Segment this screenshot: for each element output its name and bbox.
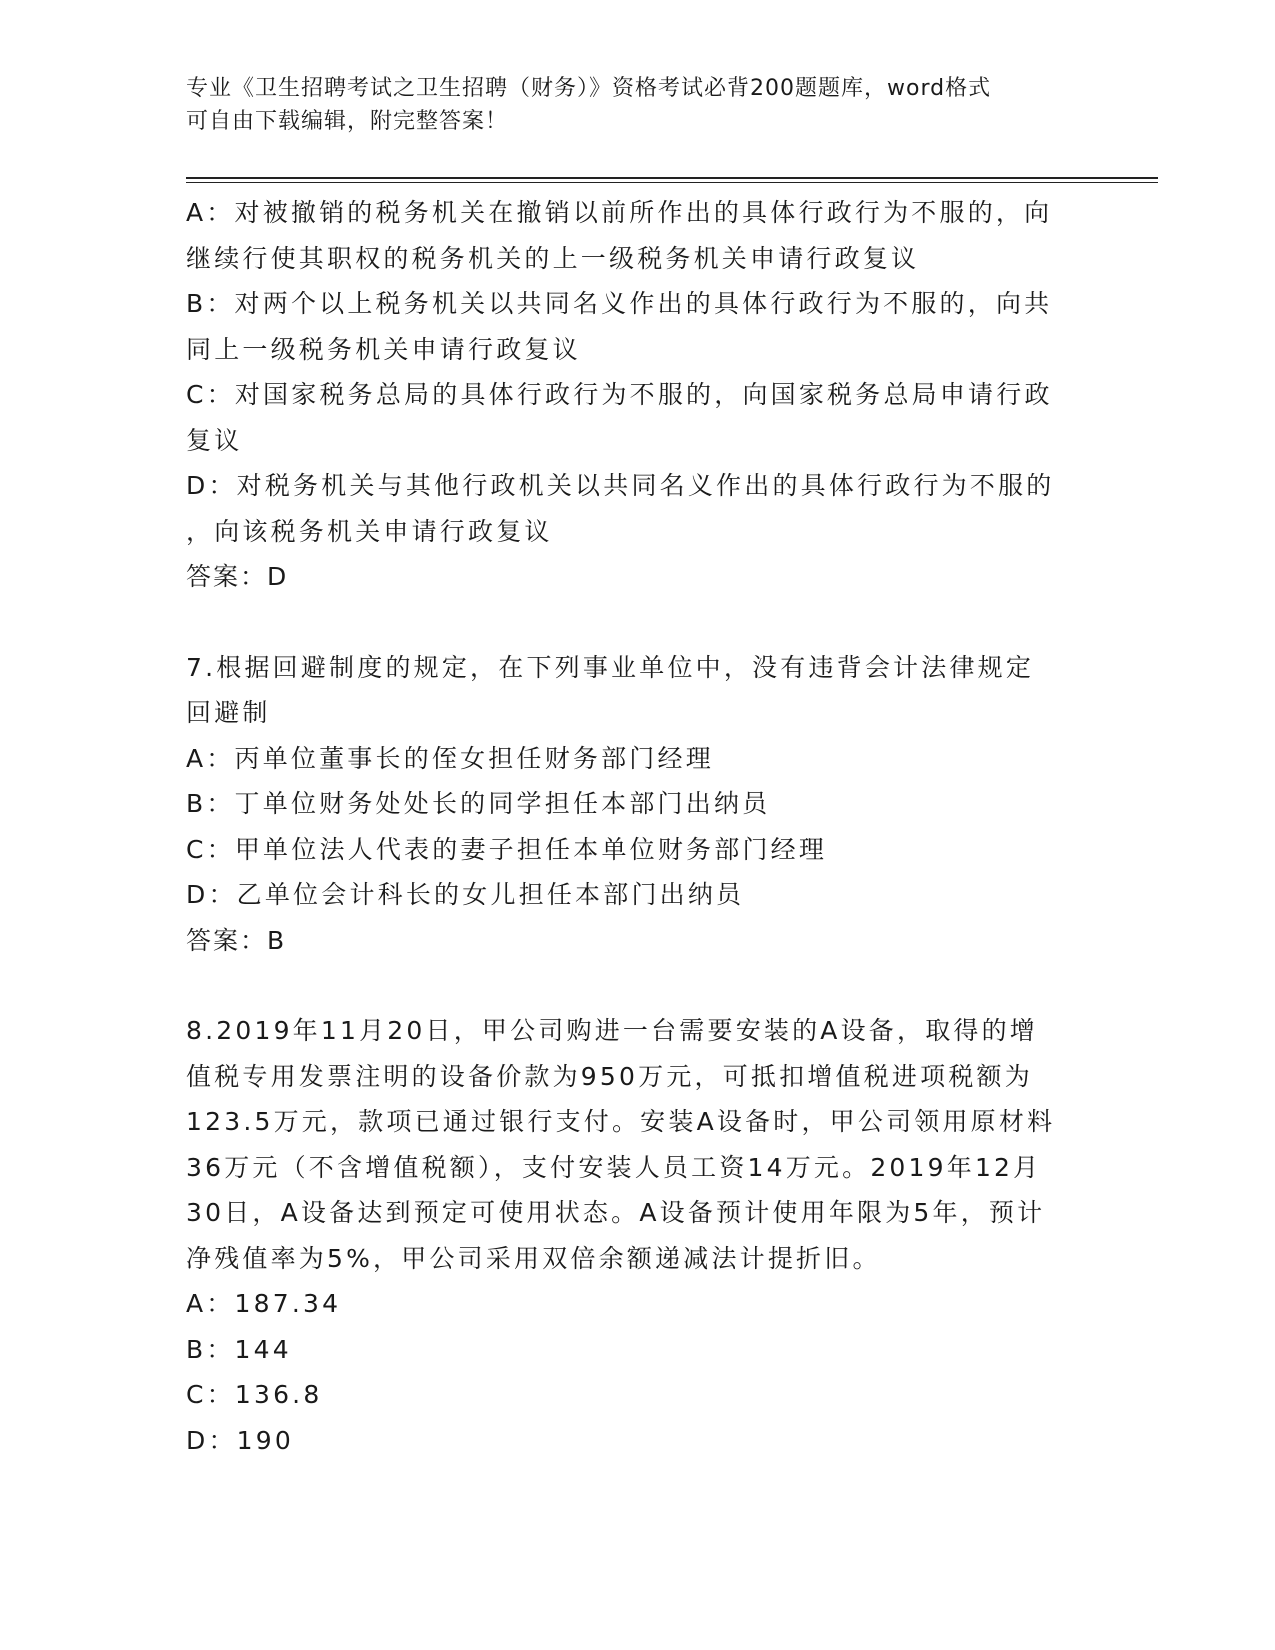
document-body: [186, 190, 1086, 1463]
q6-option-c-line-1: C：对国家税务总局的具体行政行为不服的，向国家税务总局申请行政: [186, 380, 1053, 409]
q8-stem-line-4: 36万元（不含增值税额），支付安装人员工资14万元。2019年12月: [186, 1152, 1042, 1182]
q6-option-b-line-2: 同上一级税务机关申请行政复议: [186, 334, 581, 364]
spacer: [186, 963, 1086, 1008]
q7-stem-line-2: 回避制: [186, 698, 271, 727]
q8-option-c: C：136.8: [186, 1380, 323, 1409]
q8-option-a: A：187.34: [186, 1289, 342, 1318]
q7-answer: 答案：B: [186, 925, 287, 955]
q8-stem-line-1: 8.2019年11月20日，甲公司购进一台需要安装的A设备，取得的增: [186, 1016, 1039, 1045]
q6-answer: 答案：D: [186, 562, 289, 591]
q6-option-d-line-1: D：对税务机关与其他行政机关以共同名义作出的具体行政行为不服的: [186, 471, 1055, 500]
q7-option-d: D：乙单位会计科长的女儿担任本部门出纳员: [186, 880, 745, 909]
q8-stem-line-3: 123.5万元，款项已通过银行支付。安装A设备时，甲公司领用原材料: [186, 1107, 1056, 1136]
header-divider-thin: [186, 182, 1158, 183]
q8-stem-line-2: 值税专用发票注明的设备价款为950万元，可抵扣增值税进项税额为: [186, 1061, 1033, 1091]
q6-option-a-line-2: 继续行使其职权的税务机关的上一级税务机关申请行政复议: [186, 243, 920, 273]
q6-option-c-line-2: 复议: [186, 425, 243, 455]
question-6-options: [186, 190, 1086, 600]
q6-option-d-line-2: ，向该税务机关申请行政复议: [186, 516, 553, 546]
q7-option-a: A：丙单位董事长的侄女担任财务部门经理: [186, 743, 714, 773]
question-8: [186, 1008, 1086, 1463]
q6-option-a-line-1: A：对被撤销的税务机关在撤销以前所作出的具体行政行为不服的，向: [186, 198, 1053, 227]
q8-stem-line-5: 30日，A设备达到预定可使用状态。A设备预计使用年限为5年，预计: [186, 1198, 1046, 1227]
document-header: [186, 72, 1086, 138]
question-7: [186, 645, 1086, 964]
spacer: [186, 600, 1086, 645]
q6-option-b-line-1: B：对两个以上税务机关以共同名义作出的具体行政行为不服的，向共: [186, 289, 1053, 318]
q7-option-b: B：丁单位财务处处长的同学担任本部门出纳员: [186, 789, 771, 818]
header-divider-thick: [186, 177, 1158, 179]
q8-stem-line-6: 净残值率为5%，甲公司采用双倍余额递减法计提折旧。: [186, 1243, 881, 1273]
header-line-1: 专业《卫生招聘考试之卫生招聘（财务）》资格考试必背200题题库，word格式: [186, 76, 992, 101]
header-line-2: 可自由下载编辑，附完整答案！: [186, 109, 509, 134]
q8-option-d: D：190: [186, 1425, 294, 1455]
q7-option-c: C：甲单位法人代表的妻子担任本单位财务部门经理: [186, 834, 828, 864]
q8-option-b: B：144: [186, 1334, 292, 1364]
q7-stem-line-1: 7.根据回避制度的规定，在下列事业单位中，没有违背会计法律规定: [186, 652, 1035, 682]
